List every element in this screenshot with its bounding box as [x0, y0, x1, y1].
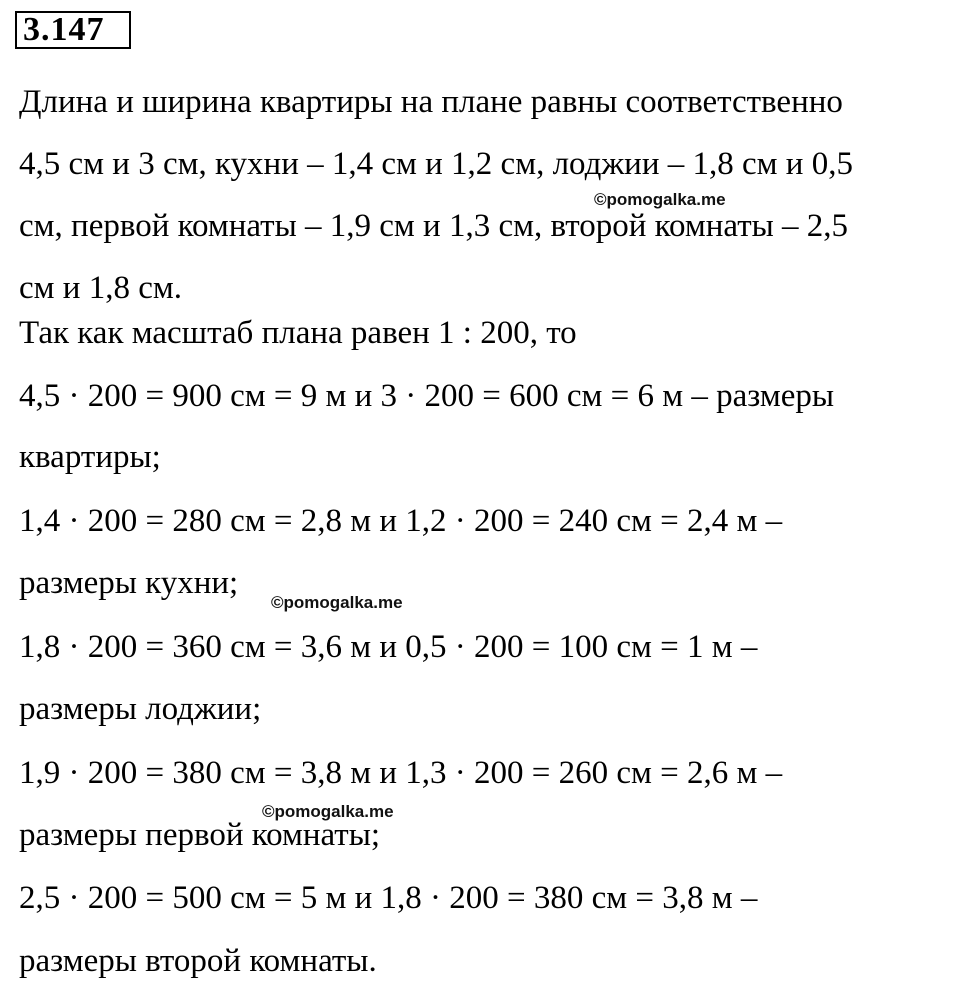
- watermark: ©pomogalka.me: [594, 190, 726, 209]
- text-line-5: Так как масштаб плана равен 1 : 200, то: [19, 315, 577, 351]
- text-line-13: размеры первой комнаты;: [19, 817, 381, 853]
- text-line-3: см, первой комнаты – 1,9 см и 1,3 см, второй комнаты – 2,5: [19, 208, 849, 244]
- text-line-10: 1,8 · 200 = 360 см = 3,6 м и 0,5 · 200 = 100 см = 1 м –: [19, 629, 758, 665]
- watermark: ©pomogalka.me: [271, 593, 403, 612]
- text-line-15: размеры второй комнаты.: [19, 943, 377, 979]
- text-line-7: квартиры;: [19, 439, 161, 475]
- watermark: ©pomogalka.me: [262, 802, 394, 821]
- task-number: 3.147: [15, 11, 131, 49]
- text-line-6: 4,5 · 200 = 900 см = 9 м и 3 · 200 = 600 см = 6 м – размеры: [19, 378, 835, 414]
- text-line-2: 4,5 см и 3 см, кухни – 1,4 см и 1,2 см, лоджии – 1,8 см и 0,5: [19, 146, 853, 182]
- text-line-1: Длина и ширина квартиры на плане равны соответственно: [19, 84, 843, 120]
- text-line-9: размеры кухни;: [19, 565, 239, 601]
- text-line-12: 1,9 · 200 = 380 см = 3,8 м и 1,3 · 200 = 260 см = 2,6 м –: [19, 755, 783, 791]
- text-line-4: см и 1,8 см.: [19, 270, 182, 306]
- text-line-11: размеры лоджии;: [19, 691, 262, 727]
- text-line-14: 2,5 · 200 = 500 см = 5 м и 1,8 · 200 = 380 см = 3,8 м –: [19, 880, 758, 916]
- text-line-8: 1,4 · 200 = 280 см = 2,8 м и 1,2 · 200 = 240 см = 2,4 м –: [19, 503, 783, 539]
